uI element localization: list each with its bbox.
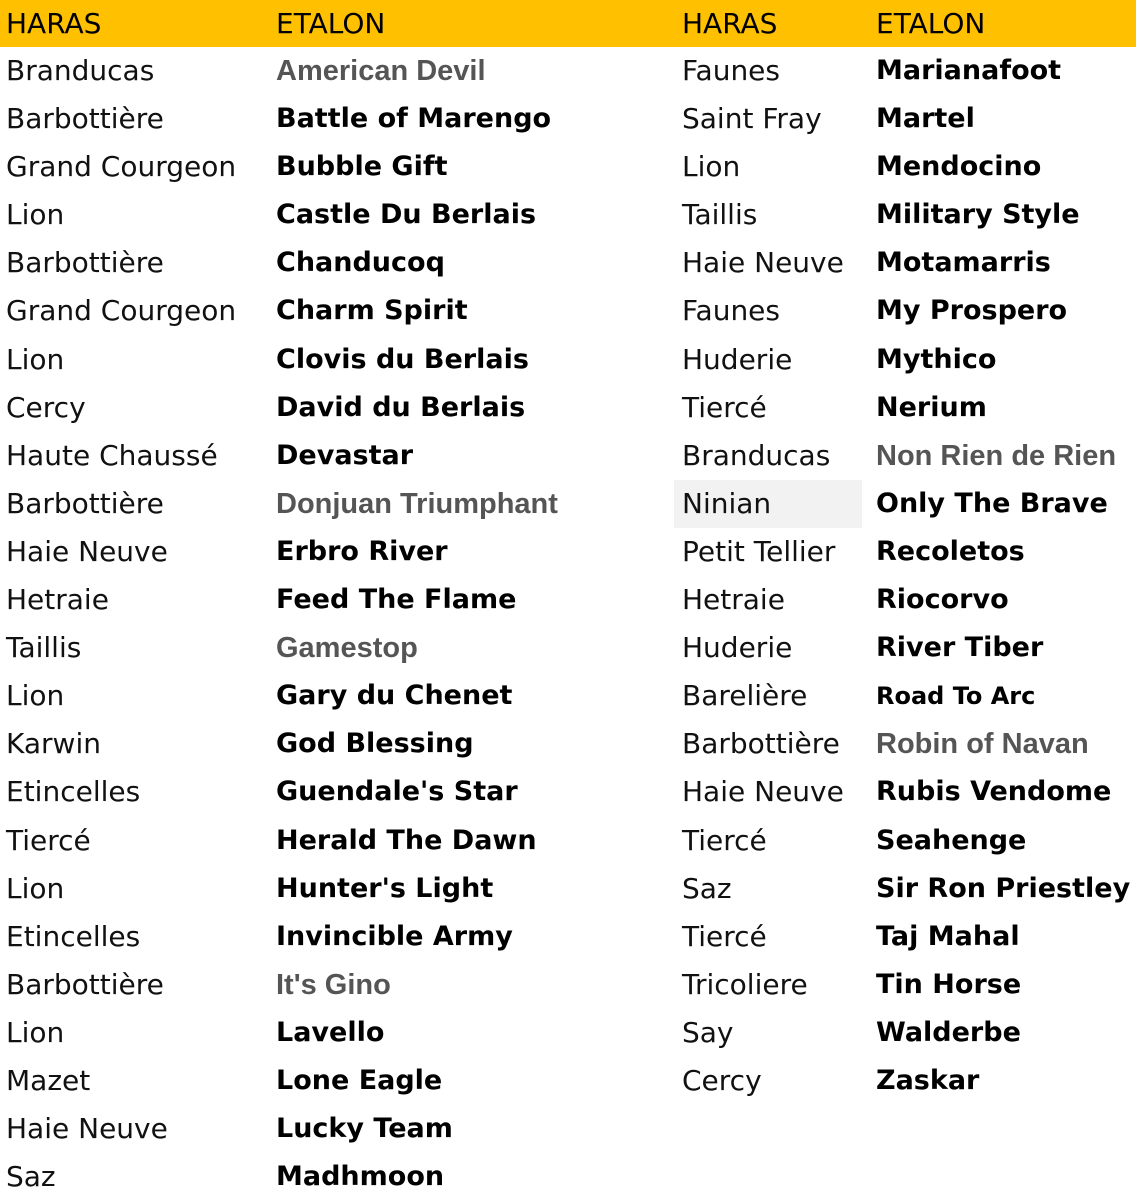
stud-farm-name: Huderie — [682, 631, 793, 665]
stud-farm-name: Say — [682, 1015, 734, 1049]
stud-farm-name: Etincelles — [6, 775, 141, 809]
stallion-name: Military Style — [876, 199, 1080, 231]
stallion-name: Mythico — [876, 343, 997, 375]
stallion-name: My Prospero — [876, 295, 1068, 327]
stallion-name: Rubis Vendome — [876, 776, 1112, 808]
stud-farm-name: Hetraie — [6, 583, 109, 617]
stallion-name: Taj Mahal — [876, 920, 1020, 952]
stud-farm-name: Haie Neuve — [6, 534, 168, 568]
stud-farm-name: Lion — [6, 342, 65, 376]
stud-farm-name: Taillis — [682, 198, 758, 232]
stallion-name: Lavello — [276, 1016, 385, 1048]
stud-farm-name: Barbottière — [6, 246, 164, 280]
stallion-name: Bubble Gift — [276, 151, 448, 183]
stud-farm-name: Mazet — [6, 1063, 91, 1097]
stallion-name: It's Gino — [276, 968, 391, 1001]
stallion-name: David du Berlais — [276, 391, 526, 423]
stallion-name: Gamestop — [276, 632, 418, 665]
stud-farm-name: Barbottière — [6, 967, 164, 1001]
stallion-name: Nerium — [876, 391, 987, 423]
right-etalon-column — [876, 47, 1130, 1105]
stud-farm-name: Ninian — [674, 480, 862, 528]
stallion-name: God Blessing — [276, 728, 474, 760]
stud-farm-name: Grand Courgeon — [6, 294, 237, 328]
stallion-name: Battle of Marengo — [276, 103, 552, 135]
stallion-name: Devastar — [276, 439, 414, 471]
stallion-name: Erbro River — [276, 535, 448, 567]
stallion-name: Seahenge — [876, 824, 1027, 856]
header-etalon-left: ETALON — [276, 7, 386, 40]
stud-farm-name: Taillis — [6, 631, 82, 665]
stud-farm-name: Tricoliere — [682, 967, 808, 1001]
stud-farm-name: Petit Tellier — [682, 534, 836, 568]
stallion-name: River Tiber — [876, 632, 1044, 664]
stallion-name: Sir Ron Priestley — [876, 872, 1131, 904]
stallion-name: Riocorvo — [876, 584, 1009, 616]
stud-farm-name: Barbottière — [6, 486, 164, 520]
stud-farm-name: Huderie — [682, 342, 793, 376]
stallion-name: Martel — [876, 103, 975, 135]
stallion-name: Charm Spirit — [276, 295, 468, 327]
stud-farm-name: Etincelles — [6, 919, 141, 953]
stallion-name: Non Rien de Rien — [876, 439, 1117, 472]
stud-farm-name: Karwin — [6, 727, 101, 761]
stallion-name: Motamarris — [876, 247, 1051, 279]
stud-farm-name: Lion — [6, 1015, 65, 1049]
stallion-name: Feed The Flame — [276, 584, 517, 616]
stud-farm-name: Branducas — [6, 54, 155, 87]
stallion-name: Guendale's Star — [276, 776, 518, 808]
stud-farm-name: Barelière — [682, 679, 808, 713]
stallion-name: Herald The Dawn — [276, 824, 537, 856]
stallion-name: Hunter's Light — [276, 872, 494, 904]
stallion-name: Lucky Team — [276, 1113, 453, 1145]
stud-farm-name: Saint Fray — [682, 102, 822, 136]
stallion-name: Castle Du Berlais — [276, 199, 537, 231]
stallion-name: Gary du Chenet — [276, 680, 513, 712]
stud-farm-name: Barbottière — [682, 727, 840, 761]
stallion-name: Tin Horse — [876, 968, 1022, 1000]
stallion-name: Zaskar — [876, 1064, 980, 1096]
stallion-name: American Devil — [276, 55, 486, 87]
stallion-name: Marianafoot — [876, 55, 1062, 86]
left-haras-column — [6, 47, 236, 1201]
stud-farm-name: Hetraie — [682, 583, 785, 617]
stud-farm-name: Lion — [682, 150, 741, 184]
stud-farm-name: Haie Neuve — [682, 246, 844, 280]
header-haras-left: HARAS — [6, 7, 102, 40]
stallion-name: Donjuan Triumphant — [276, 487, 558, 520]
stud-farm-name: Branducas — [682, 438, 831, 472]
stud-farm-name: Haute Chaussé — [6, 438, 218, 472]
stallion-name: Clovis du Berlais — [276, 343, 529, 375]
left-etalon-column — [276, 47, 558, 1201]
stud-farm-name: Tiercé — [682, 823, 767, 857]
stud-farm-name: Lion — [6, 679, 65, 713]
stallion-name: Recoletos — [876, 535, 1025, 567]
stud-farm-name: Saz — [6, 1160, 56, 1194]
stallion-name: Robin of Navan — [876, 728, 1089, 761]
stallion-name: Road To Arc — [876, 682, 1036, 711]
stallion-name: Chanducoq — [276, 247, 445, 279]
stallion-name: Only The Brave — [876, 487, 1108, 519]
stallion-name: Invincible Army — [276, 920, 513, 952]
stallion-name: Mendocino — [876, 151, 1042, 183]
stud-farm-name: Cercy — [682, 1063, 762, 1097]
stud-farm-name: Haie Neuve — [682, 775, 844, 809]
stud-farm-name: Tiercé — [682, 390, 767, 424]
right-haras-column — [682, 47, 862, 1105]
header-etalon-right: ETALON — [876, 7, 986, 40]
stallion-name: Walderbe — [876, 1016, 1021, 1048]
stud-farm-name: Grand Courgeon — [6, 150, 237, 184]
header-haras-right: HARAS — [682, 7, 778, 40]
stud-farm-name: Haie Neuve — [6, 1112, 168, 1146]
stud-farm-name: Faunes — [682, 294, 780, 328]
stallion-name: Madhmoon — [276, 1161, 445, 1193]
stud-farm-name: Saz — [682, 871, 732, 905]
stud-farm-name: Cercy — [6, 390, 86, 424]
stud-farm-name: Tiercé — [682, 919, 767, 953]
stud-farm-name: Faunes — [682, 54, 780, 87]
stallion-name: Lone Eagle — [276, 1064, 443, 1096]
stud-farm-name: Barbottière — [6, 102, 164, 136]
stud-farm-name: Lion — [6, 871, 65, 905]
stud-farm-name: Lion — [6, 198, 65, 232]
stud-farm-name: Tiercé — [6, 823, 91, 857]
